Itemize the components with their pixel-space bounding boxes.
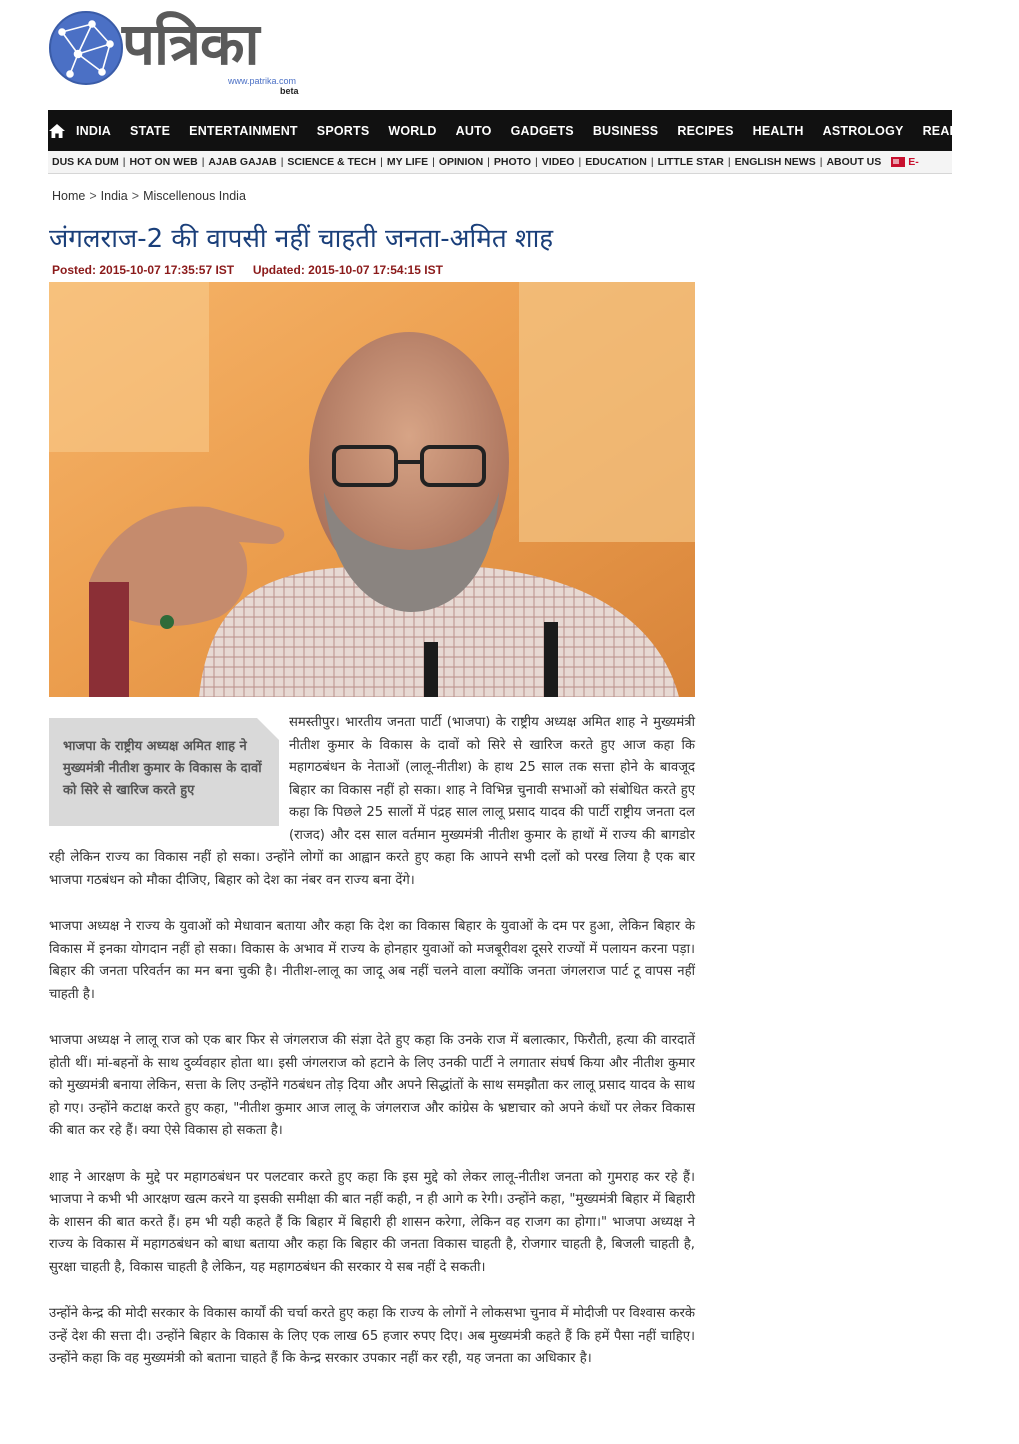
- nav-item-recipes[interactable]: RECIPES: [677, 123, 734, 138]
- article-headline: जंगलराज-2 की वापसी नहीं चाहती जनता-अमित शाह: [49, 224, 554, 254]
- home-icon[interactable]: [48, 110, 66, 151]
- subnav-item-photo[interactable]: PHOTO: [493, 156, 532, 168]
- epaper-label: E-: [908, 156, 919, 168]
- breadcrumb-separator: >: [89, 189, 97, 203]
- article-photo: [49, 282, 695, 697]
- nav-item-auto[interactable]: AUTO: [455, 123, 492, 138]
- subnav-item-little-star[interactable]: LITTLE STAR: [657, 156, 724, 168]
- nav-item-real-estate[interactable]: REAL ESTATE: [922, 123, 1010, 138]
- nav-item-entertainment[interactable]: ENTERTAINMENT: [189, 123, 298, 138]
- main-navigation: [48, 110, 1010, 151]
- article-paragraph: शाह ने आरक्षण के मुद्दे पर महागठबंधन पर पलटवार करते हुए कहा कि इस मुद्दे को लेकर लालू-नीतीश जनता को गुमराह कर रहे हैं। भाजपा ने कभी भी आरक्षण खत्म करने या इसकी समीक्षा की बात नहीं कही, न ही आगे क रेगी। उन्होंने कहा, "मुख्यमंत्री बिहार में बिहारी के शासन की बात करते हैं। हम भी यही कहते हैं कि बिहार में बिहारी ही शासन करेगा, लेकिन वह राजग का होगा।" भाजपा अध्यक्ष ने राज्य के विकास में महागठबंधन को बाधा बताया और कहा कि बिहार की जनता विकास चाहती है, रोजगार चाहती है, बिजली चाहती है, सुरक्षा चाहती है, विकास चाहती है लेकिन, यह महागठबंधन की सरकार ये सब नहीं दे सकती।: [49, 1169, 695, 1275]
- nav-item-gadgets[interactable]: GADGETS: [510, 123, 574, 138]
- nav-item-sports[interactable]: SPORTS: [316, 123, 370, 138]
- nav-item-business[interactable]: BUSINESS: [592, 123, 659, 138]
- subnav-item-hot-on-web[interactable]: HOT ON WEB: [129, 156, 198, 168]
- article-paragraph: भाजपा अध्यक्ष ने राज्य के युवाओं को मेधावान बताया और कहा कि देश का विकास बिहार के युवाओं के दम पर हुआ, लेकिन बिहार के विकास में इनका योगदान नहीं हो सका। विकास के अभाव में राज्य के होनहार युवाओं को मजबूरीवश दूसरे राज्यों में पलायन करना पड़ा। बिहार की जनता परिवर्तन का मन बना चुकी है। नीतीश-लालू का जादू अब नहीं चलने वाला क्योंकि जनता जंगलराज पार्ट टू वापस नहीं चाहती है।: [49, 919, 695, 1002]
- nav-item-india[interactable]: INDIA: [76, 123, 112, 138]
- subnav-item-english-news[interactable]: ENGLISH NEWS: [734, 156, 816, 168]
- subnav-item-dus-ka-dum[interactable]: DUS KA DUM: [52, 156, 119, 168]
- posted-label: Posted:: [52, 263, 97, 277]
- subnav-item-science-tech[interactable]: SCIENCE & TECH: [287, 156, 377, 168]
- breadcrumb-home[interactable]: Home: [52, 189, 86, 203]
- logo-url: www.patrika.com: [228, 76, 297, 86]
- article-paragraph: समस्तीपुर। भारतीय जनता पार्टी (भाजपा) के राष्ट्रीय अध्यक्ष अमित शाह ने मुख्यमंत्री नीतीश कुमार के विकास के दावों को सिरे से खारिज करते हुए आज कहा कि महागठबंधन के नेताओं (लालू-नीतीश) के हाथ 25 साल तक सत्ता होने के बावजूद बिहार का विकास नहीं हो सका। शाह ने विभिन्न चुनावी सभाओं को संबोधित करते हुए कहा कि पिछले 25 सालों में पंद्रह साल लालू प्रसाद यादव की पार्टी राष्ट्रीय जनता दल (राजद) और दस साल वर्तमान मुख्यमंत्री नीतीश कुमार के हाथों में राज्य की बागडोर रही लेकिन राज्य का विकास नहीं हो सका। उन्होंने लोगों का आह्वान करते हुए कहा कि आपने सभी दलों को परख लिया है एक बार भाजपा गठबंधन को मौका दीजिए, बिहार को देश का नंबर वन राज्य बना देंगे।: [49, 715, 695, 888]
- updated-label: Updated:: [252, 263, 305, 277]
- subnav-item-ajab-gajab[interactable]: AJAB GAJAB: [208, 156, 277, 168]
- nav-item-state[interactable]: STATE: [130, 123, 171, 138]
- flag-icon: [891, 157, 905, 167]
- article-body: [49, 712, 695, 1395]
- site-logo[interactable]: [48, 8, 308, 98]
- posted-timestamp: 2015-10-07 17:35:57 IST: [99, 263, 235, 277]
- subnav-item-my-life[interactable]: MY LIFE: [386, 156, 429, 168]
- nav-item-world[interactable]: WORLD: [388, 123, 437, 138]
- subnav-item-video[interactable]: VIDEO: [541, 156, 575, 168]
- updated-timestamp: 2015-10-07 17:54:15 IST: [308, 263, 443, 277]
- subnav-item-opinion[interactable]: OPINION: [438, 156, 484, 168]
- article-meta: [52, 263, 443, 277]
- breadcrumb: [52, 189, 246, 203]
- article-paragraph: भाजपा अध्यक्ष ने लालू राज को एक बार फिर से जंगलराज की संज्ञा देते हुए कहा कि उनके राज में बलात्कार, फिरौती, हत्या की वारदातें होती थीं। मां-बहनों के साथ दुर्व्यवहार होता था। इसी जंगलराज को हटाने के लिए उनकी पार्टी ने लगातार संघर्ष किया और नीतीश कुमार को मुख्यमंत्री बनाया लेकिन, सत्ता के लिए उन्होंने गठबंधन तोड़ दिया और अपने सिद्धांतों के साथ समझौता कर लालू प्रसाद यादव के साथ हो गए। उन्होंने कटाक्ष करते हुए कहा, "नीतीश कुमार आज लालू के जंगलराज और कांग्रेस के भ्रष्टाचार को अपने कंधों पर लेकर विकास की बात कर रहे हैं। क्या ऐसे विकास हो सकता है।: [49, 1033, 695, 1138]
- epaper-link[interactable]: [891, 156, 919, 168]
- breadcrumb-india[interactable]: India: [100, 189, 128, 203]
- subnav-item-about-us[interactable]: ABOUT US: [826, 156, 882, 168]
- subnav-item-education[interactable]: EDUCATION: [585, 156, 647, 168]
- globe-icon: [48, 10, 124, 86]
- logo-wordmark: पत्रिका: [122, 10, 259, 78]
- secondary-navigation: DUS KA DUM | HOT ON WEB | AJAB GAJAB | SCIENCE & TECH | MY LIFE | OPINION | PHOTO | VIDEO | EDUCATION | LITTLE STAR | ENGLISH NEWS | ABOUT US E-: [48, 151, 952, 174]
- breadcrumb-miscellenous-india[interactable]: Miscellenous India: [143, 189, 246, 203]
- nav-item-health[interactable]: HEALTH: [752, 123, 804, 138]
- article-paragraph: उन्होंने केन्द्र की मोदी सरकार के विकास कार्यों की चर्चा करते हुए कहा कि राज्य के लोगों ने लोकसभा चुनाव में मोदीजी पर विश्वास करके उन्हें देश की सत्ता दी। उन्होंने बिहार के विकास के लिए एक लाख 65 हजार रुपए दिए। अब मुख्यमंत्री कहते हैं कि हमें पैसा नहीं चाहिए। उन्होंने कहा कि वह मुख्यमंत्री को बताना चाहते हैं कि केन्द्र सरकार उपकार नहीं कर रही, यह जनता का अधिकार है।: [49, 1306, 695, 1366]
- logo-beta: beta: [280, 86, 299, 96]
- breadcrumb-separator: >: [131, 189, 140, 203]
- pullquote-text: भाजपा के राष्ट्रीय अध्यक्ष अमित शाह ने मुख्यमंत्री नीतीश कुमार के विकास के दावों को सिरे से खारिज करते हुए: [63, 739, 262, 798]
- nav-item-astrology[interactable]: ASTROLOGY: [822, 123, 904, 138]
